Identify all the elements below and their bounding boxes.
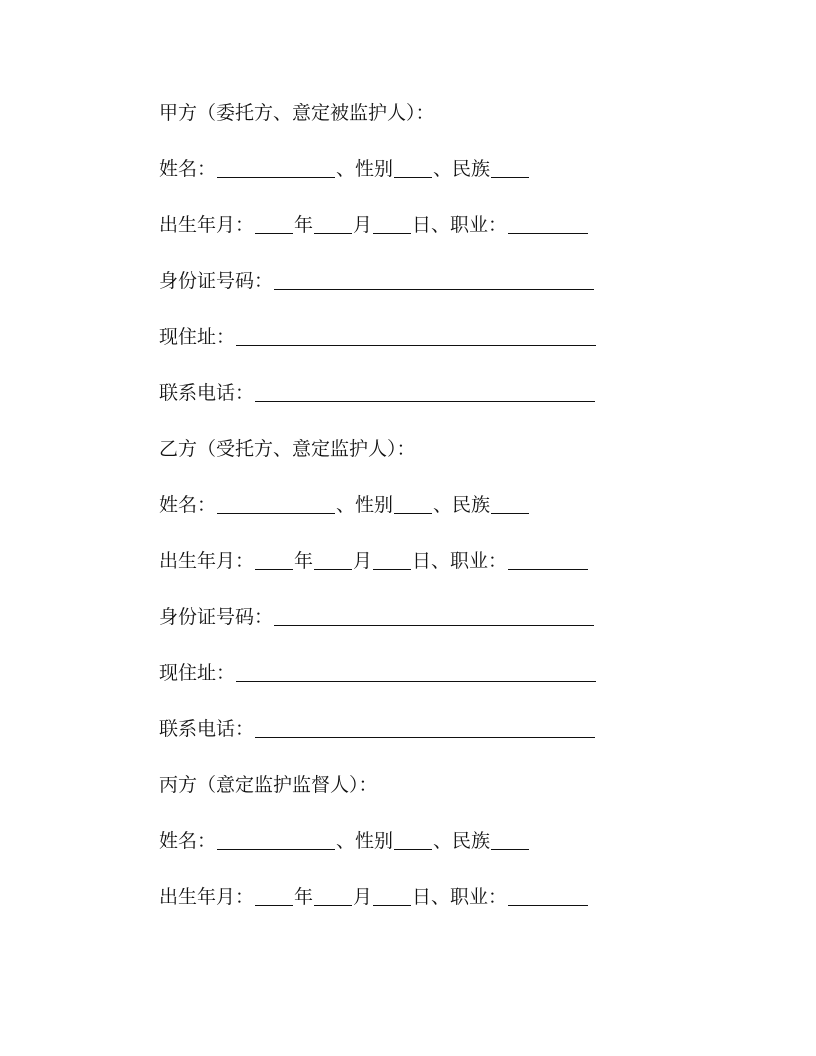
party-b-phone-field[interactable]	[255, 719, 595, 738]
party-c-heading	[159, 773, 378, 797]
party-c-month-field[interactable]	[314, 887, 352, 906]
party-c-occupation-field[interactable]	[508, 887, 588, 906]
party-b-year-field[interactable]	[255, 551, 293, 570]
birth-label: 出生年月：	[159, 214, 255, 236]
month-label: 月	[353, 886, 373, 908]
month-label: 月	[353, 214, 373, 236]
party-b-id-row	[159, 605, 595, 629]
party-a-phone-row	[159, 381, 596, 405]
party-b-address-field[interactable]	[236, 663, 596, 682]
ethnicity-label: 、民族	[433, 158, 491, 180]
id-label: 身份证号码：	[159, 606, 274, 628]
phone-label: 联系电话：	[159, 382, 255, 404]
party-b-heading-text: 乙方（受托方、意定监护人）：	[159, 438, 416, 460]
name-label: 姓名：	[159, 158, 217, 180]
party-c-day-field[interactable]	[373, 887, 411, 906]
gender-label: 、性别	[336, 494, 394, 516]
birth-label: 出生年月：	[159, 550, 255, 572]
party-b-birth-row	[159, 549, 589, 573]
party-c-heading-text: 丙方（意定监护监督人）：	[159, 774, 378, 796]
party-c-name-field[interactable]	[217, 831, 335, 850]
ethnicity-label: 、民族	[433, 830, 491, 852]
party-a-address-row	[159, 325, 597, 349]
party-b-phone-row	[159, 717, 596, 741]
name-label: 姓名：	[159, 830, 217, 852]
party-a-year-field[interactable]	[255, 215, 293, 234]
day-occupation-label: 日、职业：	[412, 550, 508, 572]
party-a-name-row	[159, 157, 530, 181]
address-label: 现住址：	[159, 662, 236, 684]
year-label: 年	[294, 886, 314, 908]
gender-label: 、性别	[336, 830, 394, 852]
address-label: 现住址：	[159, 326, 236, 348]
party-a-heading-text: 甲方（委托方、意定被监护人）：	[159, 102, 435, 124]
year-label: 年	[294, 550, 314, 572]
party-b-gender-field[interactable]	[394, 495, 432, 514]
party-c-name-row	[159, 829, 530, 853]
party-c-ethnicity-field[interactable]	[491, 831, 529, 850]
party-a-day-field[interactable]	[373, 215, 411, 234]
day-occupation-label: 日、职业：	[412, 214, 508, 236]
year-label: 年	[294, 214, 314, 236]
party-b-heading	[159, 437, 416, 461]
party-a-heading	[159, 101, 435, 125]
party-c-year-field[interactable]	[255, 887, 293, 906]
month-label: 月	[353, 550, 373, 572]
party-b-name-row	[159, 493, 530, 517]
party-a-name-field[interactable]	[217, 159, 335, 178]
name-label: 姓名：	[159, 494, 217, 516]
party-c-birth-row	[159, 885, 589, 909]
party-b-month-field[interactable]	[314, 551, 352, 570]
party-a-occupation-field[interactable]	[508, 215, 588, 234]
party-a-gender-field[interactable]	[394, 159, 432, 178]
gender-label: 、性别	[336, 158, 394, 180]
party-a-month-field[interactable]	[314, 215, 352, 234]
party-a-birth-row	[159, 213, 589, 237]
party-b-address-row	[159, 661, 597, 685]
party-a-id-row	[159, 269, 595, 293]
party-a-address-field[interactable]	[236, 327, 596, 346]
birth-label: 出生年月：	[159, 886, 255, 908]
party-b-name-field[interactable]	[217, 495, 335, 514]
id-label: 身份证号码：	[159, 270, 274, 292]
party-a-ethnicity-field[interactable]	[491, 159, 529, 178]
party-a-phone-field[interactable]	[255, 383, 595, 402]
party-c-gender-field[interactable]	[394, 831, 432, 850]
phone-label: 联系电话：	[159, 718, 255, 740]
party-b-occupation-field[interactable]	[508, 551, 588, 570]
party-b-day-field[interactable]	[373, 551, 411, 570]
party-b-ethnicity-field[interactable]	[491, 495, 529, 514]
party-a-id-field[interactable]	[274, 271, 594, 290]
day-occupation-label: 日、职业：	[412, 886, 508, 908]
ethnicity-label: 、民族	[433, 494, 491, 516]
party-b-id-field[interactable]	[274, 607, 594, 626]
